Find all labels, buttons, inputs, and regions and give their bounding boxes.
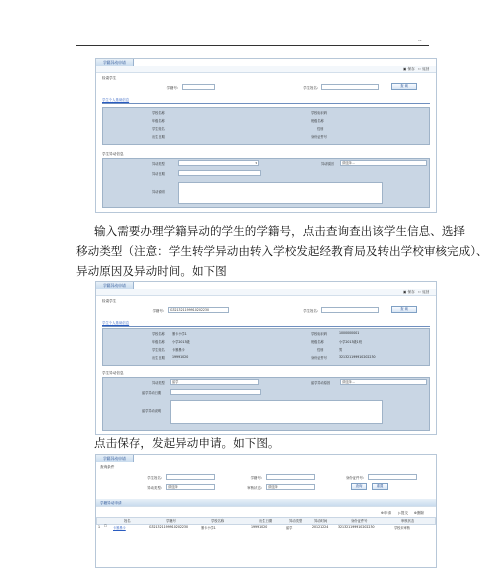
change-date-input[interactable] xyxy=(178,170,261,176)
student-name-label: 学生姓名: xyxy=(303,86,318,90)
back-label: 返回 xyxy=(422,290,430,294)
row-checkbox[interactable]: ☐ xyxy=(104,524,107,528)
col-birth[interactable]: 出生日期 xyxy=(259,519,273,523)
section-change-title: 学生异动信息 xyxy=(102,371,124,375)
change-type-select[interactable]: 留学 xyxy=(170,379,259,385)
col-xjh[interactable]: 学籍号 xyxy=(166,519,176,523)
id-input[interactable] xyxy=(368,474,417,480)
page-header-rule xyxy=(76,45,429,46)
row-name-link[interactable]: 卡墨墨卡 xyxy=(113,526,126,530)
change-desc-label: 异动说明 xyxy=(152,190,165,194)
col-school[interactable]: 学校名称 xyxy=(211,519,225,523)
col-id[interactable]: 身份证件号 xyxy=(351,519,368,523)
row-status: 学校未审核 xyxy=(394,526,410,530)
change-reason-select[interactable]: 请选择... xyxy=(340,379,427,385)
id-label: 身份证件号 xyxy=(311,135,327,139)
class-name-label: 年级名称 xyxy=(152,119,165,123)
section-basic-link[interactable]: 学生个人基础信息 xyxy=(102,98,130,102)
school-code-value: 1000000001 xyxy=(339,331,360,335)
add-label: 申请 xyxy=(384,511,392,515)
birth-label: 出生日期 xyxy=(152,356,165,360)
col-type[interactable]: 异动类型 xyxy=(289,519,303,523)
school-name-value: 墨卡小学1 xyxy=(172,332,187,336)
gender-value: 男 xyxy=(339,348,343,352)
status-label: 审核状态: xyxy=(247,486,262,490)
add-button[interactable]: ⊕申请 xyxy=(381,511,392,515)
class-label: 班级名称 xyxy=(311,119,324,123)
section-query-title: 检索学生 xyxy=(102,299,117,303)
change-reason-select[interactable]: 请选择... xyxy=(340,160,427,166)
row-index: 1 xyxy=(98,525,101,529)
query-button[interactable]: 查 询 xyxy=(391,306,417,313)
xjh-label: 学籍号: xyxy=(166,86,178,90)
change-type-label: 异动类型 xyxy=(152,381,165,385)
row-id: 321321199910202230 xyxy=(338,525,375,529)
col-date[interactable]: 异动时间 xyxy=(314,519,328,523)
xjh-input[interactable] xyxy=(182,84,215,90)
class-value: 小学2013级1班 xyxy=(339,340,362,344)
school-code-label: 学校标识码 xyxy=(311,332,327,336)
birth-value: 19991020 xyxy=(172,355,189,359)
tab-student-change[interactable]: 学籍异动申请 xyxy=(96,59,134,66)
class-name-label: 年级名称 xyxy=(152,340,165,344)
desc-label: 留学异动说明 xyxy=(142,409,162,413)
id-value: 321321199910202230 xyxy=(339,355,376,359)
row-birth: 19991020 xyxy=(251,525,268,529)
delete-label: 删除 xyxy=(417,511,425,515)
paragraph-1-line-1: 输入需要办理学籍异动的学生的学籍号，点击查询查出该学生信息、选择 xyxy=(94,224,466,238)
student-name-cell-label: 学生姓名 xyxy=(152,348,165,352)
row-type: 留学 xyxy=(286,526,293,530)
xjh-label: 学籍号: xyxy=(250,476,262,480)
class-name-value: 小学2013级 xyxy=(172,340,190,344)
id-label: 身份证件号: xyxy=(345,476,364,480)
screenshot-filled-form xyxy=(95,281,437,435)
chevron-down-icon: ▾ xyxy=(255,161,257,165)
change-date-input[interactable] xyxy=(170,389,261,395)
student-name-input[interactable] xyxy=(166,474,215,480)
xjh-input[interactable] xyxy=(266,474,315,480)
school-name-label: 学校名称 xyxy=(152,111,165,115)
xjh-input[interactable]: G321321199910202230 xyxy=(168,307,229,313)
tab-student-change[interactable]: 学籍异动申请 xyxy=(96,455,134,462)
student-name-input[interactable] xyxy=(321,307,379,313)
toolbar xyxy=(96,289,436,296)
table-row[interactable] xyxy=(96,524,434,531)
tab-student-change[interactable]: 学籍异动申请 xyxy=(96,282,134,289)
save-label: 保存 xyxy=(407,67,415,71)
save-button[interactable]: ▣ 保存 xyxy=(403,290,415,294)
back-button[interactable]: ⇦ 返回 xyxy=(418,290,430,294)
paragraph-2: 点击保存，发起异动申请。如下图。 xyxy=(94,436,280,450)
save-button[interactable]: ▣ 保存 xyxy=(403,67,415,71)
student-name-input[interactable] xyxy=(321,84,379,90)
paragraph-1-line-2: 移动类型（注意：学生转学异动由转入学校发起经教育局及转出学校审核完成）、 xyxy=(76,244,488,258)
status-select[interactable]: 请选择 xyxy=(266,484,315,490)
filter-title: 查询条件 xyxy=(100,465,115,469)
student-name-value: 卡墨墨卡 xyxy=(172,348,185,352)
change-desc-textarea[interactable] xyxy=(178,182,383,204)
row-xjh: G321321199910202230 xyxy=(149,525,188,529)
change-date-label: 异动日期 xyxy=(152,172,165,176)
change-reason-label: 异动原因 xyxy=(321,162,334,166)
section-query-title: 检索学生 xyxy=(102,76,117,80)
submit-button[interactable]: ▷提交 xyxy=(398,511,408,515)
save-label: 保存 xyxy=(407,290,415,294)
class-label: 班级名称 xyxy=(311,340,324,344)
change-type-select[interactable] xyxy=(178,160,259,166)
paragraph-1-line-3: 异动原因及异动时间。如下图 xyxy=(76,264,227,278)
screenshot-empty-form xyxy=(95,58,437,213)
student-name-cell-label: 学生姓名 xyxy=(152,127,165,131)
delete-button[interactable]: ⊗删除 xyxy=(414,511,425,515)
reset-button[interactable]: 重置 xyxy=(372,483,388,490)
screenshot-list xyxy=(95,454,437,568)
col-name[interactable]: 姓名 xyxy=(124,519,131,523)
student-name-label: 学生姓名: xyxy=(147,476,162,480)
type-select[interactable]: 请选择 xyxy=(166,484,215,490)
gender-label: 性别 xyxy=(317,127,324,131)
xjh-label: 学籍号: xyxy=(152,309,164,313)
row-school: 墨卡小学1 xyxy=(201,526,216,530)
page-header-mark: .. xyxy=(418,36,422,43)
submit-label: 提交 xyxy=(400,511,408,515)
change-desc-textarea[interactable] xyxy=(170,400,383,424)
reason-label: 留学异动原因 xyxy=(311,381,331,385)
birth-label: 出生日期 xyxy=(152,135,165,139)
col-status[interactable]: 审核状态 xyxy=(401,519,415,523)
date-label: 留学异动日期 xyxy=(142,391,162,395)
query-button[interactable]: 查询 xyxy=(351,483,367,490)
query-button[interactable]: 查 询 xyxy=(391,83,417,90)
student-name-label: 学生姓名: xyxy=(303,309,318,313)
school-name-label: 学校名称 xyxy=(152,332,165,336)
section-divider xyxy=(102,103,430,104)
toolbar xyxy=(96,66,436,73)
id-label: 身份证件号 xyxy=(311,356,327,360)
grid-title: 学籍异动申请 xyxy=(100,501,122,505)
school-code-label: 学校标识码 xyxy=(311,111,327,115)
back-button[interactable]: ⇦ 返回 xyxy=(418,67,430,71)
grid-header-bar xyxy=(96,499,436,507)
change-type-label: 异动类型 xyxy=(152,162,165,166)
type-label: 异动类型: xyxy=(147,486,162,490)
section-divider xyxy=(102,326,430,327)
section-change-title: 学生异动信息 xyxy=(102,152,124,156)
row-date: 20121224 xyxy=(312,525,329,529)
section-basic-link[interactable]: 学生个人基础信息 xyxy=(102,321,130,325)
back-label: 返回 xyxy=(422,67,430,71)
gender-label: 性别 xyxy=(317,348,324,352)
